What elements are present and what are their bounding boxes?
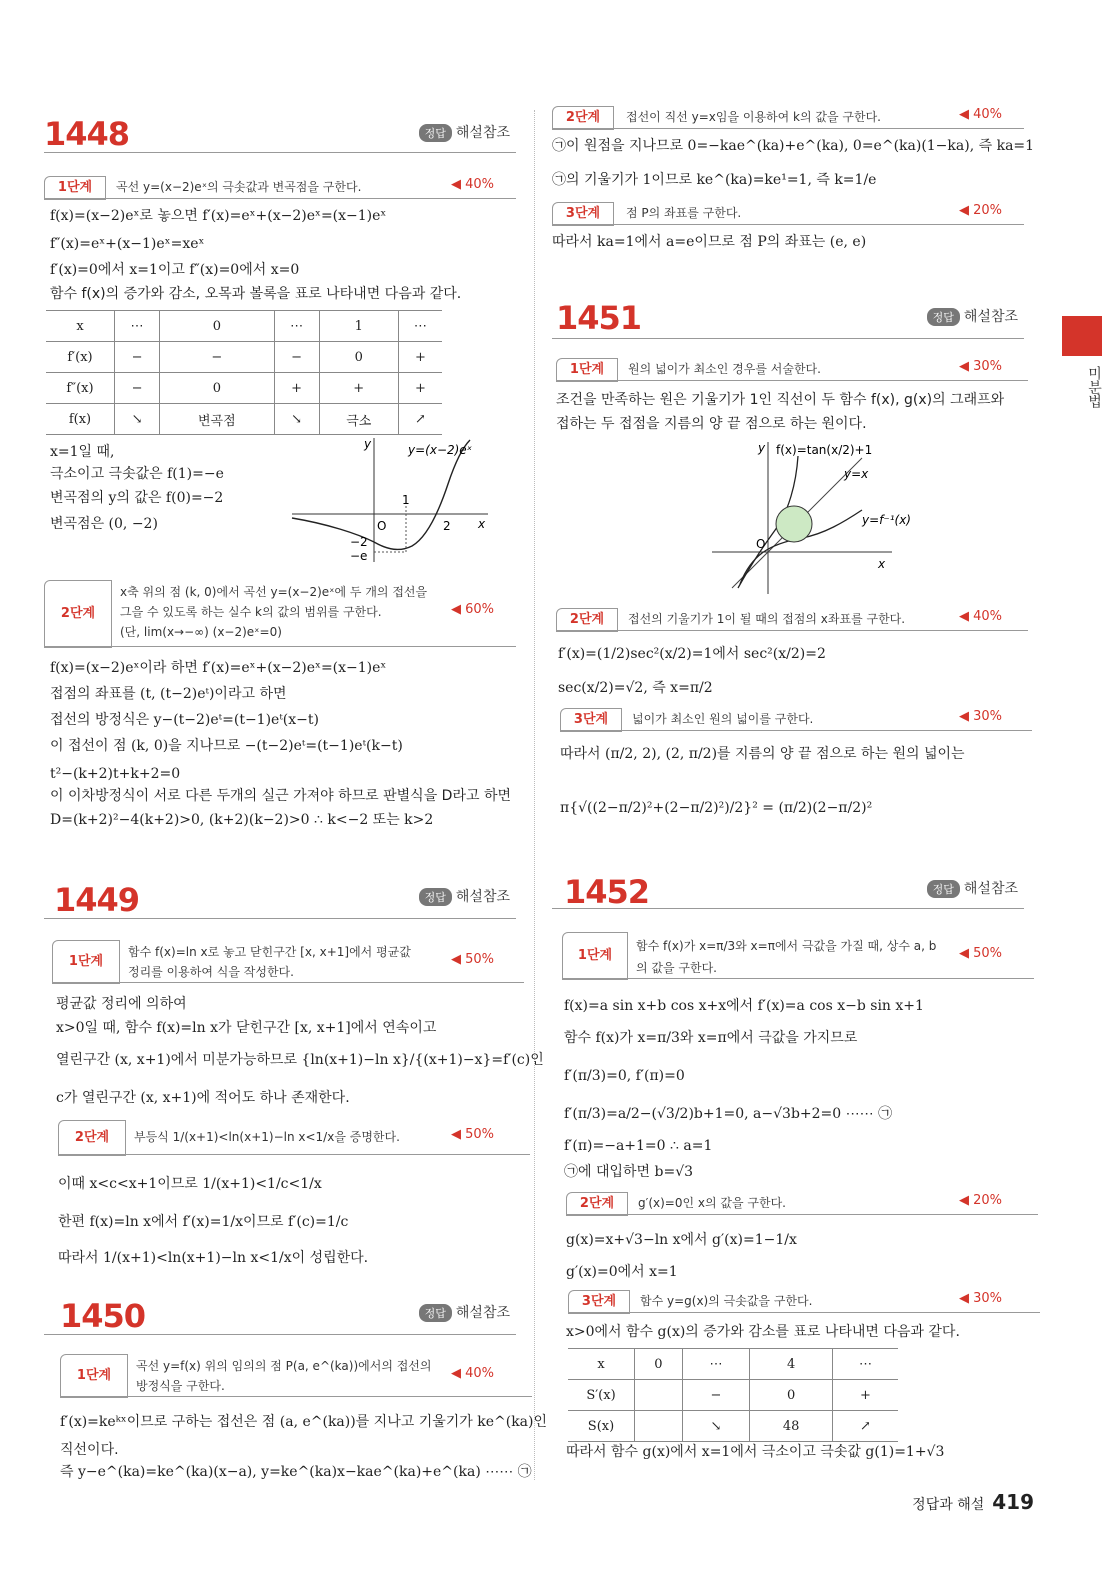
- solution-line: 접점의 좌표를 (t, (t−2)eᵗ)이라고 하면: [50, 686, 287, 702]
- problem-rule: [552, 908, 1024, 909]
- step-description: 함수 f(x)=ln x로 놓고 닫힌구간 [x, x+1]에서 평균값: [128, 945, 411, 959]
- step-percent: ◀ 40%: [450, 177, 494, 192]
- table-cell: +: [398, 342, 442, 373]
- problem-rule: [44, 1334, 516, 1335]
- table-cell: ⋯: [832, 1349, 898, 1380]
- answer-tag: 정답: [927, 880, 960, 898]
- x-label: x: [878, 557, 886, 571]
- y-label: y: [758, 441, 766, 455]
- table-cell: ⋯: [115, 311, 160, 342]
- table-cell: +: [319, 373, 398, 404]
- problem-rule: [44, 152, 516, 153]
- answer-text: 해설참조: [455, 125, 510, 141]
- solution-line: 평균값 정리에 의하여: [56, 996, 187, 1012]
- step-rule: [556, 380, 1028, 381]
- step-label: 2단계: [556, 608, 618, 632]
- page-number: 419: [992, 1490, 1034, 1514]
- table-cell: −: [115, 373, 160, 404]
- step-description: 곡선 y=(x−2)eˣ의 극솟값과 변곡점을 구한다.: [116, 180, 362, 194]
- solution-line: f′(π)=−a+1=0 ∴ a=1: [564, 1138, 713, 1154]
- answer-label: [419, 886, 510, 906]
- table-cell: 0: [319, 342, 398, 373]
- table-row: [568, 1380, 898, 1411]
- table-cell: −: [115, 342, 160, 373]
- step-rule: [60, 1396, 532, 1397]
- solution-line: ㉠에 대입하면 b=√3: [564, 1164, 694, 1180]
- problem-number: 1448: [44, 115, 130, 153]
- table-cell: +: [398, 373, 442, 404]
- step-rule: [566, 1214, 1038, 1215]
- step-description: 함수 f(x)가 x=π/3와 x=π에서 극값을 가질 때, 상수 a, b: [636, 939, 937, 953]
- table-cell: 0: [160, 373, 275, 404]
- table-cell: 극소: [319, 404, 398, 435]
- step-percent: ◀ 20%: [958, 203, 1002, 218]
- solution-line: 따라서 1/(x+1)<ln(x+1)−ln x<1/x이 성립한다.: [58, 1250, 369, 1266]
- step-label: 2단계: [58, 1120, 126, 1156]
- table-cell: −: [274, 342, 319, 373]
- step-percent: ◀ 30%: [958, 359, 1002, 374]
- table-cell: ⋯: [274, 311, 319, 342]
- table-cell: ↘: [682, 1411, 750, 1442]
- answer-text: 해설참조: [963, 881, 1018, 897]
- page-footer: [912, 1490, 1034, 1514]
- table-row: [568, 1349, 898, 1380]
- circle: [776, 506, 812, 542]
- solution-line: 접하는 두 접점을 지름의 양 끝 점으로 하는 원이다.: [556, 416, 867, 432]
- solution-line: f(x)=a sin x+b cos x+x에서 f′(x)=a cos x−b sin x+1: [564, 998, 924, 1014]
- step-3: [552, 202, 1024, 226]
- answer-text: 해설참조: [963, 309, 1018, 325]
- line-label: y=x: [844, 467, 869, 481]
- solution-line: f′(π/3)=0, f′(π)=0: [564, 1068, 685, 1084]
- step-label: 2단계: [44, 580, 112, 648]
- table-cell: 1: [319, 311, 398, 342]
- table-cell: ↗: [398, 404, 442, 435]
- solution-line: sec(x/2)=√2, 즉 x=π/2: [558, 680, 713, 696]
- answer-tag: 정답: [419, 124, 452, 142]
- solution-line: x>0일 때, 함수 f(x)=ln x가 닫힌구간 [x, x+1]에서 연속이고: [56, 1020, 437, 1036]
- x-label: x: [478, 517, 486, 531]
- solution-line: x>0에서 함수 g(x)의 증가와 감소를 표로 나타내면 다음과 같다.: [566, 1324, 960, 1340]
- step-percent: ◀ 20%: [958, 1193, 1002, 1208]
- solution-line: g(x)=x+√3−ln x에서 g′(x)=1−1/x: [566, 1232, 797, 1248]
- step-rule: [44, 198, 516, 199]
- table-cell: +: [832, 1380, 898, 1411]
- step-rule: [562, 978, 1034, 979]
- step-3: [552, 1290, 1024, 1314]
- problem-rule: [44, 918, 516, 919]
- tick-label: 1: [402, 493, 410, 507]
- table-cell: x: [568, 1349, 635, 1380]
- solution-line: f(x)=(x−2)eˣ이라 하면 f′(x)=eˣ+(x−2)eˣ=(x−1)eˣ: [50, 660, 387, 676]
- solution-line: t²−(k+2)t+k+2=0: [50, 766, 181, 782]
- step-description: 접선이 직선 y=x임을 이용하여 k의 값을 구한다.: [626, 110, 881, 124]
- step-3: [552, 708, 1024, 732]
- graph-1448: [288, 434, 494, 564]
- solution-line: f′(π/3)=a/2−(√3/2)b+1=0, a−√3b+2=0 ⋯⋯ ㉠: [564, 1106, 893, 1122]
- step-label: 2단계: [552, 106, 614, 130]
- step-percent: ◀ 60%: [450, 602, 494, 617]
- table-cell: 0: [160, 311, 275, 342]
- curve-finv-label: y=f⁻¹(x): [862, 513, 911, 527]
- step-description: 원의 넓이가 최소인 경우를 서술한다.: [628, 362, 821, 376]
- tick-label: −2: [350, 535, 368, 549]
- step-percent: ◀ 30%: [958, 709, 1002, 724]
- solution-line: 이때 x<c<x+1이므로 1/(x+1)<1/c<1/x: [58, 1176, 322, 1192]
- answer-text: 해설참조: [455, 889, 510, 905]
- step-percent: ◀ 40%: [450, 1366, 494, 1381]
- step-description: 부등식 1/(x+1)<ln(x+1)−ln x<1/x을 증명한다.: [134, 1130, 400, 1144]
- variation-table: [46, 310, 442, 435]
- tick-label: −e: [350, 549, 368, 563]
- answer-tag: 정답: [419, 888, 452, 906]
- step-rule: [52, 982, 524, 983]
- step-rule: [568, 1312, 1040, 1313]
- table-cell: [635, 1380, 683, 1411]
- curve-f-label: f(x)=tan(x/2)+1: [776, 443, 873, 457]
- step-percent: ◀ 40%: [958, 609, 1002, 624]
- solution-line: 접선의 방정식은 y−(t−2)eᵗ=(t−1)eᵗ(x−t): [50, 712, 319, 728]
- solution-line: g′(x)=0에서 x=1: [566, 1264, 678, 1280]
- problem-rule: [552, 338, 1024, 339]
- graph-1451: [712, 436, 932, 596]
- y-label: y: [364, 437, 372, 451]
- step-description: 넓이가 최소인 원의 넓이를 구한다.: [632, 712, 814, 726]
- step-rule: [44, 646, 516, 647]
- table-cell: 4: [750, 1349, 833, 1380]
- solution-line: f″(x)=eˣ+(x−1)eˣ=xeˣ: [50, 236, 205, 252]
- step-description: 곡선 y=f(x) 위의 임의의 점 P(a, e^(ka))에서의 접선의: [136, 1359, 432, 1373]
- solution-line: 함수 f(x)의 증가와 감소, 오목과 볼록을 표로 나타내면 다음과 같다.: [50, 286, 462, 302]
- solution-line: 이 접선이 점 (k, 0)을 지나므로 −(t−2)eᵗ=(t−1)eᵗ(k−t): [50, 738, 403, 754]
- step-1: [44, 1354, 516, 1398]
- step-2: [44, 1120, 516, 1156]
- problem-number: 1450: [60, 1297, 146, 1335]
- solution-line: f′(x)=0에서 x=1이고 f″(x)=0에서 x=0: [50, 262, 300, 278]
- step-rule: [560, 730, 1032, 731]
- step-percent: ◀ 50%: [450, 1127, 494, 1142]
- table-cell: f″(x): [46, 373, 115, 404]
- step-description: (단, lim(x→−∞) (x−2)eˣ=0): [120, 625, 282, 639]
- table-cell: S′(x): [568, 1380, 635, 1411]
- step-description: 접선의 기울기가 1이 될 때의 접점의 x좌표를 구한다.: [628, 612, 906, 626]
- step-percent: ◀ 50%: [450, 952, 494, 967]
- table-cell: 48: [750, 1411, 833, 1442]
- footer-label: 정답과 해설: [912, 1497, 985, 1513]
- step-description: 점 P의 좌표를 구한다.: [626, 206, 742, 220]
- table-cell: S(x): [568, 1411, 635, 1442]
- solution-line: f′(x)=(1/2)sec²(x/2)=1에서 sec²(x/2)=2: [558, 646, 826, 662]
- step-description: 정리를 이용하여 식을 작성한다.: [128, 965, 294, 979]
- step-label: 1단계: [60, 1354, 128, 1398]
- answer-text: 해설참조: [455, 1305, 510, 1321]
- step-description: 그을 수 있도록 하는 실수 k의 값의 범위를 구한다.: [120, 605, 382, 619]
- table-cell: +: [274, 373, 319, 404]
- table-cell: 변곡점: [160, 404, 275, 435]
- table-cell: ⋯: [398, 311, 442, 342]
- table-row: [46, 404, 442, 435]
- step-description: 의 값을 구한다.: [636, 961, 717, 975]
- solution-line: 즉 y−e^(ka)=ke^(ka)(x−a), y=ke^(ka)x−kae^(ka)+e^(ka) ⋯⋯ ㉠: [60, 1464, 532, 1480]
- table-row: [568, 1411, 898, 1442]
- step-label: 3단계: [560, 708, 622, 732]
- answer-label: [419, 1302, 510, 1322]
- solution-line: 한편 f(x)=ln x에서 f′(x)=1/x이므로 f′(c)=1/c: [58, 1214, 349, 1230]
- step-2: [552, 1192, 1024, 1216]
- table-cell: −: [160, 342, 275, 373]
- step-percent: ◀ 40%: [958, 107, 1002, 122]
- origin-label: O: [377, 519, 387, 533]
- step-1: [552, 932, 1024, 980]
- problem-number: 1449: [54, 881, 140, 919]
- step-percent: ◀ 50%: [958, 946, 1002, 961]
- table-cell: 0: [635, 1349, 683, 1380]
- step-rule: [556, 630, 1028, 631]
- variation-table: [568, 1348, 898, 1442]
- table-cell: ⋯: [682, 1349, 750, 1380]
- solution-line: c가 열린구간 (x, x+1)에 적어도 하나 존재한다.: [56, 1090, 350, 1106]
- answer-label: [927, 306, 1018, 326]
- answer-tag: 정답: [927, 308, 960, 326]
- origin-label: O: [756, 537, 766, 551]
- column-divider: [534, 110, 535, 1480]
- solution-line: 따라서 (π/2, 2), (2, π/2)를 지름의 양 끝 점으로 하는 원의 넓이는: [560, 746, 965, 762]
- table-cell: −: [682, 1380, 750, 1411]
- solution-line: ㉠의 기울기가 1이므로 ke^(ka)=ke¹=1, 즉 k=1/e: [552, 172, 877, 188]
- solution-line: x=1일 때,: [50, 444, 115, 460]
- table-cell: ↗: [832, 1411, 898, 1442]
- solution-line: 극소이고 극솟값은 f(1)=−e: [50, 466, 224, 482]
- step-description: 함수 y=g(x)의 극솟값을 구한다.: [640, 1294, 813, 1308]
- solution-line: f(x)=(x−2)eˣ로 놓으면 f′(x)=eˣ+(x−2)eˣ=(x−1)eˣ: [50, 208, 387, 224]
- step-rule: [58, 1154, 530, 1155]
- answer-label: [927, 878, 1018, 898]
- chapter-tab: [1062, 316, 1102, 356]
- step-label: 1단계: [556, 358, 618, 382]
- step-1: [552, 358, 1024, 382]
- step-description: x축 위의 점 (k, 0)에서 곡선 y=(x−2)eˣ에 두 개의 접선을: [120, 585, 428, 599]
- step-label: 1단계: [562, 932, 628, 980]
- step-2: [44, 580, 516, 648]
- step-rule: [552, 128, 1024, 129]
- solution-line: 조건을 만족하는 원은 기울기가 1인 직선이 두 함수 f(x), g(x)의 그래프와: [556, 392, 1005, 408]
- step-description: 방정식을 구한다.: [136, 1379, 225, 1393]
- step-label: 3단계: [568, 1290, 630, 1314]
- table-cell: f(x): [46, 404, 115, 435]
- step-2: [552, 608, 1024, 632]
- table-row: [46, 342, 442, 373]
- solution-line: 열린구간 (x, x+1)에서 미분가능하므로 {ln(x+1)−ln x}/{(x+1)−x}=f′(c)인: [56, 1052, 544, 1068]
- table-row: [46, 373, 442, 404]
- solution-line: π{√((2−π/2)²+(2−π/2)²)/2}² = (π/2)(2−π/2)²: [560, 800, 873, 816]
- solution-line: 따라서 함수 g(x)에서 x=1에서 극소이고 극솟값 g(1)=1+√3: [566, 1444, 945, 1460]
- step-percent: ◀ 30%: [958, 1291, 1002, 1306]
- step-rule: [552, 224, 1024, 225]
- tick-label: 2: [443, 519, 451, 533]
- step-label: 3단계: [552, 202, 614, 226]
- solution-line: 이 이차방정식이 서로 다른 두개의 실근 가져야 하므로 판별식을 D라고 하면: [50, 788, 512, 804]
- step-label: 2단계: [566, 1192, 628, 1216]
- solution-line: 직선이다.: [60, 1442, 119, 1458]
- solution-line: 함수 f(x)가 x=π/3와 x=π에서 극값을 가지므로: [564, 1030, 858, 1046]
- solution-line: 따라서 ka=1에서 a=e이므로 점 P의 좌표는 (e, e): [552, 234, 867, 250]
- chapter-tab-label: 미분법: [1086, 366, 1102, 408]
- table-cell: 0: [750, 1380, 833, 1411]
- step-label: 1단계: [44, 176, 106, 200]
- step-label: 1단계: [52, 940, 120, 984]
- table-cell: ↘: [115, 404, 160, 435]
- problem-number: 1451: [556, 299, 642, 337]
- answer-label: [419, 122, 510, 142]
- step-description: g′(x)=0인 x의 값을 구한다.: [638, 1196, 787, 1210]
- curve-label: y=(x−2)eˣ: [408, 443, 473, 457]
- table-cell: x: [46, 311, 115, 342]
- solution-line: 변곡점은 (0, −2): [50, 516, 158, 532]
- solution-line: ㉠이 원점을 지나므로 0=−kae^(ka)+e^(ka), 0=e^(ka)(1−ka), 즉 ka=1: [552, 138, 1035, 154]
- table-cell: f′(x): [46, 342, 115, 373]
- solution-line: 변곡점의 y의 값은 f(0)=−2: [50, 490, 224, 506]
- solution-line: D=(k+2)²−4(k+2)>0, (k+2)(k−2)>0 ∴ k<−2 또는 k>2: [50, 812, 434, 828]
- problem-number: 1452: [564, 873, 650, 911]
- step-2: [552, 106, 1024, 130]
- step-1: [44, 176, 516, 200]
- table-cell: ↘: [274, 404, 319, 435]
- step-1: [44, 940, 516, 984]
- table-cell: [635, 1411, 683, 1442]
- solution-line: f′(x)=keᵏˣ이므로 구하는 접선은 점 (a, e^(ka))를 지나고 기울기가 ke^(ka)인: [60, 1414, 548, 1430]
- answer-tag: 정답: [419, 1304, 452, 1322]
- table-row: [46, 311, 442, 342]
